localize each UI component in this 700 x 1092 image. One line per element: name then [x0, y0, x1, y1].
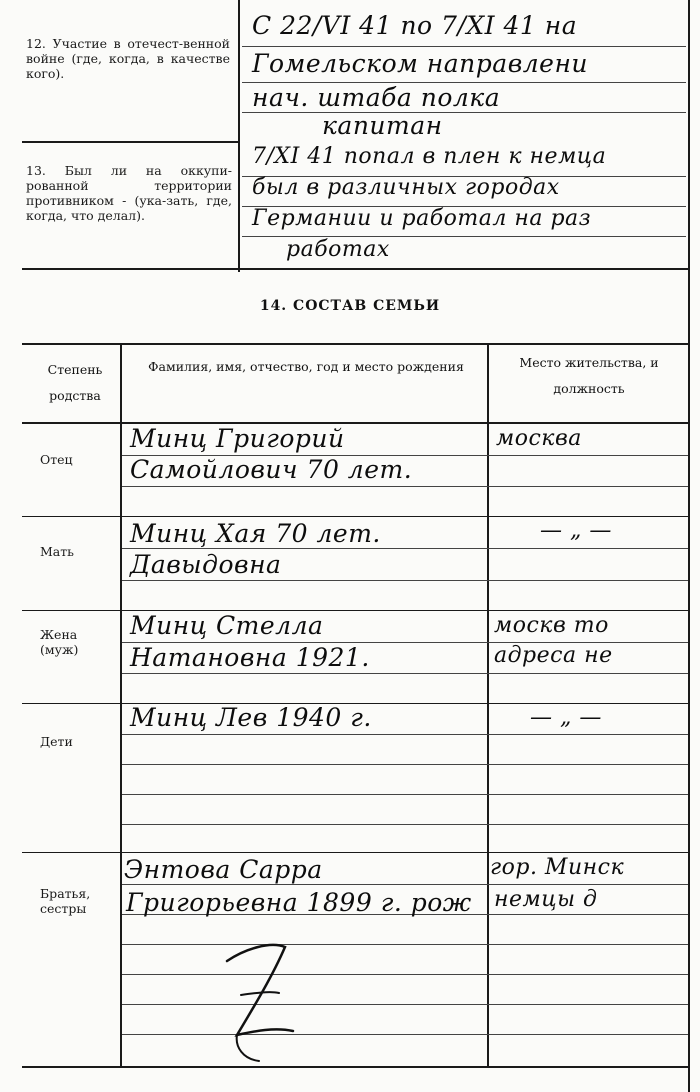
- right-border: [688, 0, 690, 1092]
- q13-answer-line-1: 7/XI 41 попал в плен к немца: [252, 144, 607, 169]
- writing-rule: [122, 486, 688, 487]
- q12-answer-line-1: С 22/VI 41 по 7/XI 41 на: [252, 11, 578, 40]
- relation-label: Мать: [40, 544, 74, 559]
- q12-rule-3: [242, 112, 686, 113]
- writing-rule: [122, 824, 688, 825]
- relation-label: Дети: [40, 734, 73, 749]
- q12-rule-1: [242, 46, 686, 47]
- relation-label: Братья, сестры: [40, 886, 91, 916]
- residence-line: москва: [496, 426, 582, 451]
- family-name-line: Минц Лев 1940 г.: [130, 703, 372, 732]
- table-col-divider-2: [487, 343, 489, 1068]
- writing-rule: [122, 734, 688, 735]
- q13-answer-line-4: работах: [286, 237, 390, 262]
- q12-label: 12. Участие в отечест-венной войне (где, когда, в качестве кого).: [26, 36, 230, 81]
- q13-label: 13. Был ли на оккупи-рованной территории противником - (ука-зать, где, когда, что делал).: [26, 163, 232, 223]
- family-name-line: Минц Хая 70 лет.: [130, 519, 381, 548]
- residence-line: — „ —: [530, 705, 602, 730]
- row-divider-mother: [22, 610, 688, 611]
- writing-rule: [122, 1004, 688, 1005]
- relation-label: Отец: [40, 452, 73, 467]
- family-name-line: Натановна 1921.: [130, 643, 370, 672]
- residence-line: москв то: [494, 613, 609, 638]
- relation-label: Жена (муж): [40, 627, 79, 657]
- writing-rule: [122, 580, 688, 581]
- q12-answer-line-4: капитан: [322, 111, 443, 140]
- table-col-divider-1: [120, 343, 122, 1068]
- writing-rule: [122, 974, 688, 975]
- strike-through-mark: [215, 935, 305, 1075]
- q12-bottom-border: [22, 141, 238, 143]
- writing-rule: [122, 944, 688, 945]
- family-name-line: Минц Григорий: [130, 424, 345, 453]
- q13-answer-line-3: Германии и работал на раз: [252, 206, 592, 231]
- writing-rule: [122, 794, 688, 795]
- family-name-line: Самойлович 70 лет.: [130, 455, 413, 484]
- family-name-line: Давыдовна: [130, 550, 282, 579]
- table-bottom-border: [22, 1066, 688, 1068]
- col-header-relation: Степень родства: [47, 362, 103, 403]
- q13-bottom-border: [22, 268, 688, 270]
- q12-answer-line-3: нач. штаба полка: [252, 83, 501, 112]
- family-section-title: 14. СОСТАВ СЕМЬИ: [259, 298, 441, 314]
- residence-line: — „ —: [540, 518, 612, 543]
- residence-line: немцы д: [494, 887, 598, 912]
- row-divider-children: [22, 852, 688, 853]
- residence-line: адреса не: [494, 643, 613, 668]
- writing-rule: [122, 1034, 688, 1035]
- writing-rule: [122, 673, 688, 674]
- writing-rule: [122, 884, 688, 885]
- col-header-residence: Место жительства, и должность: [519, 355, 659, 396]
- residence-line: гор. Минск: [490, 855, 625, 880]
- col-header-name: Фамилия, имя, отчество, год и место рождения: [148, 359, 464, 374]
- q12-answer-line-2: Гомельском направлени: [252, 49, 589, 78]
- writing-rule: [122, 764, 688, 765]
- family-name-line: Энтова Сарра: [124, 855, 323, 884]
- writing-rule: [122, 548, 688, 549]
- family-name-line: Григорьевна 1899 г. рож: [126, 888, 472, 917]
- q13-answer-line-2: был в различных городах: [252, 175, 560, 200]
- top-label-divider: [238, 0, 240, 272]
- family-name-line: Минц Стелла: [130, 611, 324, 640]
